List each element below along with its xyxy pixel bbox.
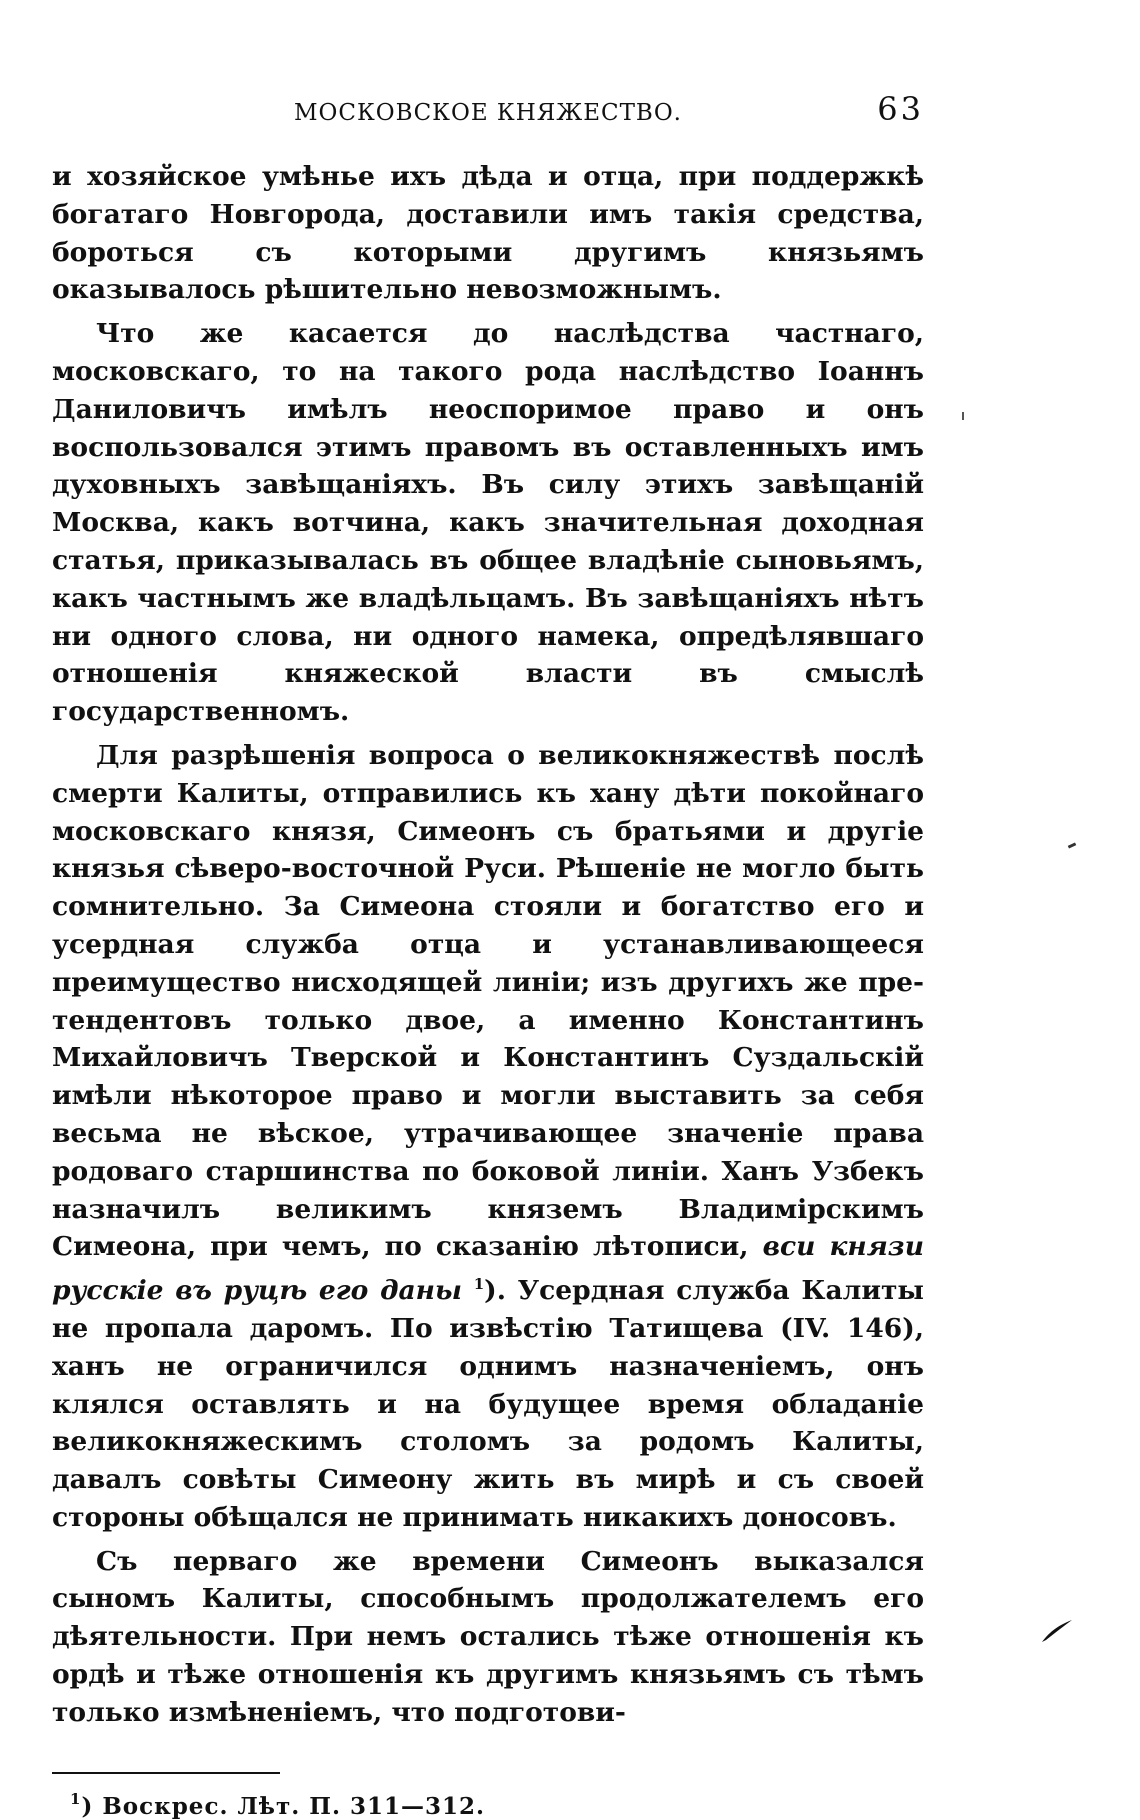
running-head [52, 88, 924, 132]
margin-dash [1068, 842, 1077, 848]
footnote-text: ) Воскрес. Лѣт. П. 311—312. [81, 1792, 485, 1820]
paragraph-3-text-a: Для разрѣшенія вопроса о великокняжествѣ послѣ смерти Калиты, отправились къ хану дѣти покойнаго московскаго князя, Симеонъ съ братьями и другіе князья сѣверо-восточной Руси. Рѣшеніе не могло быть сомнительно. За Симеона стояли и богатство его и усердная служба отца и устанавливающееся преимущество нисходящей линіи; изъ другихъ же претендентовъ только двое, а именно Константинъ Михайловичъ Тверской и Константинъ Суздальскій имѣли нѣкоторое право и могли выставить за себя весьма не вѣское, утрачивающее значеніе права родоваго старшинства по боковой линіи. Ханъ Узбекъ назначилъ великимъ княземъ Владимірскимъ Симеона, при чемъ, по сказанію лѣтописи, [52, 739, 924, 1263]
paragraph-4: Съ перваго же времени Симеонъ выказался сыномъ Калиты, способнымъ продолжателемъ его дѣятельности. При немъ остались тѣже отношенія къ ордѣ и тѣже отношенія къ другимъ князьямъ съ тѣмъ только измѣненіемъ, что подготови- [52, 1545, 924, 1728]
chronicle-quote: вси князи русскіе въ руцѣ его даны [52, 1231, 924, 1307]
page-number: 63 [877, 90, 924, 128]
book-page [52, 88, 924, 1820]
footnote-reference: 1 [473, 1275, 485, 1294]
paragraph-1: и хозяйское умѣнье ихъ дѣда и отца, при поддержкѣ богатаго Новгорода, доставили имъ такія средства, бороться съ которыми другимъ князьямъ оказывалось рѣшительно невозможнымъ. [52, 161, 924, 306]
running-title: МОСКОВСКОЕ КНЯЖЕСТВО. [294, 100, 682, 126]
footnote-divider [52, 1772, 280, 1774]
paragraph-3-text-b: ). Усердная служба Калиты не пропала даромъ. По извѣстію Татищева (IV. 146), ханъ не ограничился однимъ назначеніемъ, онъ клялся оставлять и на будущее время обладаніе великокняжескимъ столомъ за родомъ Калиты, давалъ совѣты Симеону жить въ мирѣ и съ своей стороны обѣщался не принимать никакихъ доносовъ. [52, 1275, 924, 1533]
quill-ink-mark [1040, 1618, 1074, 1644]
margin-speck [962, 412, 964, 420]
paragraph-3 [52, 737, 924, 1537]
footnote-mark: 1 [70, 1789, 82, 1808]
paragraph-2: Что же касается до наслѣдства частнаго, московскаго, то на такого рода наслѣдство Іоаннъ Даниловичъ имѣлъ неоспоримое право и онъ воспользовался этимъ правомъ въ оставленныхъ имъ духовныхъ завѣщаніяхъ. Въ силу этихъ завѣщаній Москва, какъ вотчина, какъ значительная доходная статья, приказывалась въ общее владѣніе сыновьямъ, какъ частнымъ же владѣльцамъ. Въ завѣщаніяхъ нѣтъ ни одного слова, ни одного намека, опредѣлявшаго отношенія княжеской власти въ смыслѣ государственномъ. [52, 318, 924, 728]
body-text [52, 158, 924, 1732]
footnote [70, 1790, 924, 1820]
